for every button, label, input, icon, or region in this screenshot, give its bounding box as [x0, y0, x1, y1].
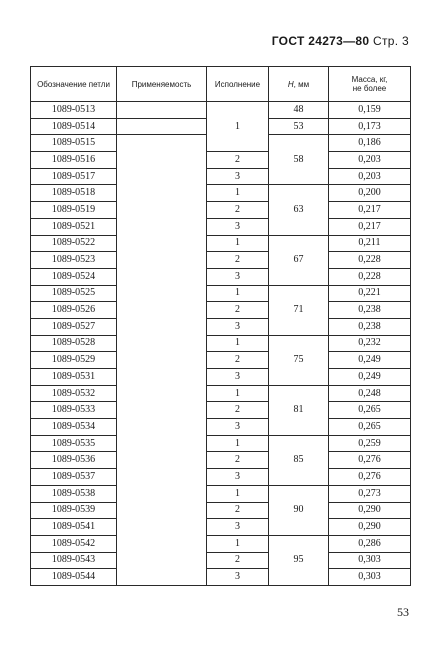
height-cell: 90 [269, 485, 329, 535]
table-row [31, 352, 411, 369]
mass-cell: 0,249 [329, 369, 411, 386]
height-cell: 95 [269, 535, 329, 585]
variant-cell: 3 [207, 168, 269, 185]
page-header [272, 34, 409, 48]
table-row [31, 552, 411, 569]
variant-cell: 1 [207, 185, 269, 202]
table-row [31, 419, 411, 436]
mass-cell: 0,232 [329, 335, 411, 352]
variant-cell: 3 [207, 218, 269, 235]
header-applicability: Применяемость [117, 67, 207, 102]
variant-cell: 1 [207, 235, 269, 252]
hinge-designation: 1089-0527 [31, 318, 117, 335]
hinge-designation: 1089-0539 [31, 502, 117, 519]
table-row [31, 469, 411, 486]
variant-cell: 1 [207, 335, 269, 352]
variant-cell: 2 [207, 252, 269, 269]
mass-cell: 0,249 [329, 352, 411, 369]
variant-cell: 2 [207, 552, 269, 569]
mass-cell: 0,217 [329, 202, 411, 219]
table-row [31, 285, 411, 302]
height-cell: 67 [269, 235, 329, 285]
height-cell: 63 [269, 185, 329, 235]
height-cell: 48 [269, 102, 329, 119]
mass-cell: 0,273 [329, 485, 411, 502]
header-mass [329, 67, 411, 102]
hinge-designation: 1089-0519 [31, 202, 117, 219]
table-row [31, 185, 411, 202]
table-row [31, 435, 411, 452]
hinge-designation: 1089-0528 [31, 335, 117, 352]
hinge-designation: 1089-0534 [31, 419, 117, 436]
table-row [31, 535, 411, 552]
mass-cell: 0,186 [329, 135, 411, 152]
height-symbol: Н [287, 79, 294, 89]
table-row [31, 519, 411, 536]
variant-cell: 2 [207, 402, 269, 419]
table-row [31, 335, 411, 352]
variant-cell: 1 [207, 535, 269, 552]
table-row [31, 168, 411, 185]
variant-cell: 2 [207, 452, 269, 469]
table-row [31, 369, 411, 386]
variant-cell: 2 [207, 302, 269, 319]
mass-cell: 0,238 [329, 302, 411, 319]
mass-cell: 0,290 [329, 502, 411, 519]
height-cell: 58 [269, 135, 329, 185]
mass-cell: 0,290 [329, 519, 411, 536]
variant-cell: 3 [207, 318, 269, 335]
variant-cell: 1 [207, 102, 269, 152]
hinge-designation: 1089-0516 [31, 152, 117, 169]
hinge-designation: 1089-0517 [31, 168, 117, 185]
mass-cell: 0,228 [329, 268, 411, 285]
mass-cell: 0,303 [329, 569, 411, 586]
table-row [31, 502, 411, 519]
table-row [31, 235, 411, 252]
hinge-designation: 1089-0542 [31, 535, 117, 552]
mass-cell: 0,238 [329, 318, 411, 335]
hinge-designation: 1089-0523 [31, 252, 117, 269]
header-variant: Исполнение [207, 67, 269, 102]
page-label: Стр. 3 [373, 34, 409, 48]
table-row [31, 452, 411, 469]
mass-header-line1: Масса, кг, [351, 75, 388, 84]
mass-cell: 0,221 [329, 285, 411, 302]
height-cell: 85 [269, 435, 329, 485]
table-row [31, 318, 411, 335]
applicability-cell [117, 102, 207, 119]
variant-cell: 3 [207, 369, 269, 386]
variant-cell: 3 [207, 419, 269, 436]
mass-header-line2: не более [352, 84, 387, 93]
variant-cell: 2 [207, 202, 269, 219]
hinge-designation: 1089-0526 [31, 302, 117, 319]
mass-cell: 0,159 [329, 102, 411, 119]
hinge-designation: 1089-0541 [31, 519, 117, 536]
table-row [31, 485, 411, 502]
variant-cell: 3 [207, 268, 269, 285]
mass-cell: 0,276 [329, 469, 411, 486]
table-row [31, 402, 411, 419]
height-cell: 53 [269, 118, 329, 135]
hinge-designation: 1089-0524 [31, 268, 117, 285]
mass-cell: 0,173 [329, 118, 411, 135]
table-row [31, 302, 411, 319]
table-header-row [31, 67, 411, 102]
hinge-designation: 1089-0531 [31, 369, 117, 386]
header-height [269, 67, 329, 102]
variant-cell: 1 [207, 485, 269, 502]
hinge-designation: 1089-0543 [31, 552, 117, 569]
table-body [31, 102, 411, 586]
variant-cell: 2 [207, 152, 269, 169]
hinge-designation: 1089-0522 [31, 235, 117, 252]
variant-cell: 3 [207, 569, 269, 586]
table-row [31, 152, 411, 169]
hinge-designation: 1089-0521 [31, 218, 117, 235]
height-cell: 75 [269, 335, 329, 385]
table-row [31, 385, 411, 402]
hinge-designation: 1089-0515 [31, 135, 117, 152]
mass-cell: 0,286 [329, 535, 411, 552]
hinge-designation: 1089-0537 [31, 469, 117, 486]
page-number: 53 [397, 605, 409, 619]
applicability-cell [117, 118, 207, 135]
mass-cell: 0,248 [329, 385, 411, 402]
hinge-designation: 1089-0532 [31, 385, 117, 402]
height-unit: , мм [293, 79, 310, 89]
variant-cell: 3 [207, 519, 269, 536]
variant-cell: 1 [207, 385, 269, 402]
hinge-designation: 1089-0518 [31, 185, 117, 202]
mass-cell: 0,303 [329, 552, 411, 569]
table-row [31, 268, 411, 285]
table-row [31, 202, 411, 219]
standard-number: ГОСТ 24273—80 [271, 34, 370, 48]
height-cell: 71 [269, 285, 329, 335]
applicability-cell [117, 135, 207, 586]
hinge-designation: 1089-0525 [31, 285, 117, 302]
mass-cell: 0,203 [329, 152, 411, 169]
header-designation: Обозначение петли [31, 67, 117, 102]
mass-cell: 0,265 [329, 419, 411, 436]
hinge-designation: 1089-0535 [31, 435, 117, 452]
height-cell: 81 [269, 385, 329, 435]
table-row [31, 102, 411, 119]
variant-cell: 2 [207, 502, 269, 519]
mass-cell: 0,217 [329, 218, 411, 235]
variant-cell: 2 [207, 352, 269, 369]
hinge-designation: 1089-0529 [31, 352, 117, 369]
mass-cell: 0,276 [329, 452, 411, 469]
mass-cell: 0,228 [329, 252, 411, 269]
hinge-spec-table [30, 66, 411, 586]
mass-cell: 0,211 [329, 235, 411, 252]
mass-cell: 0,203 [329, 168, 411, 185]
hinge-designation: 1089-0544 [31, 569, 117, 586]
mass-cell: 0,259 [329, 435, 411, 452]
hinge-designation: 1089-0533 [31, 402, 117, 419]
variant-cell: 3 [207, 469, 269, 486]
table-row [31, 569, 411, 586]
hinge-designation: 1089-0514 [31, 118, 117, 135]
table-row [31, 252, 411, 269]
mass-cell: 0,265 [329, 402, 411, 419]
hinge-designation: 1089-0536 [31, 452, 117, 469]
variant-cell: 1 [207, 435, 269, 452]
variant-cell: 1 [207, 285, 269, 302]
hinge-designation: 1089-0538 [31, 485, 117, 502]
table-row [31, 218, 411, 235]
mass-cell: 0,200 [329, 185, 411, 202]
hinge-designation: 1089-0513 [31, 102, 117, 119]
